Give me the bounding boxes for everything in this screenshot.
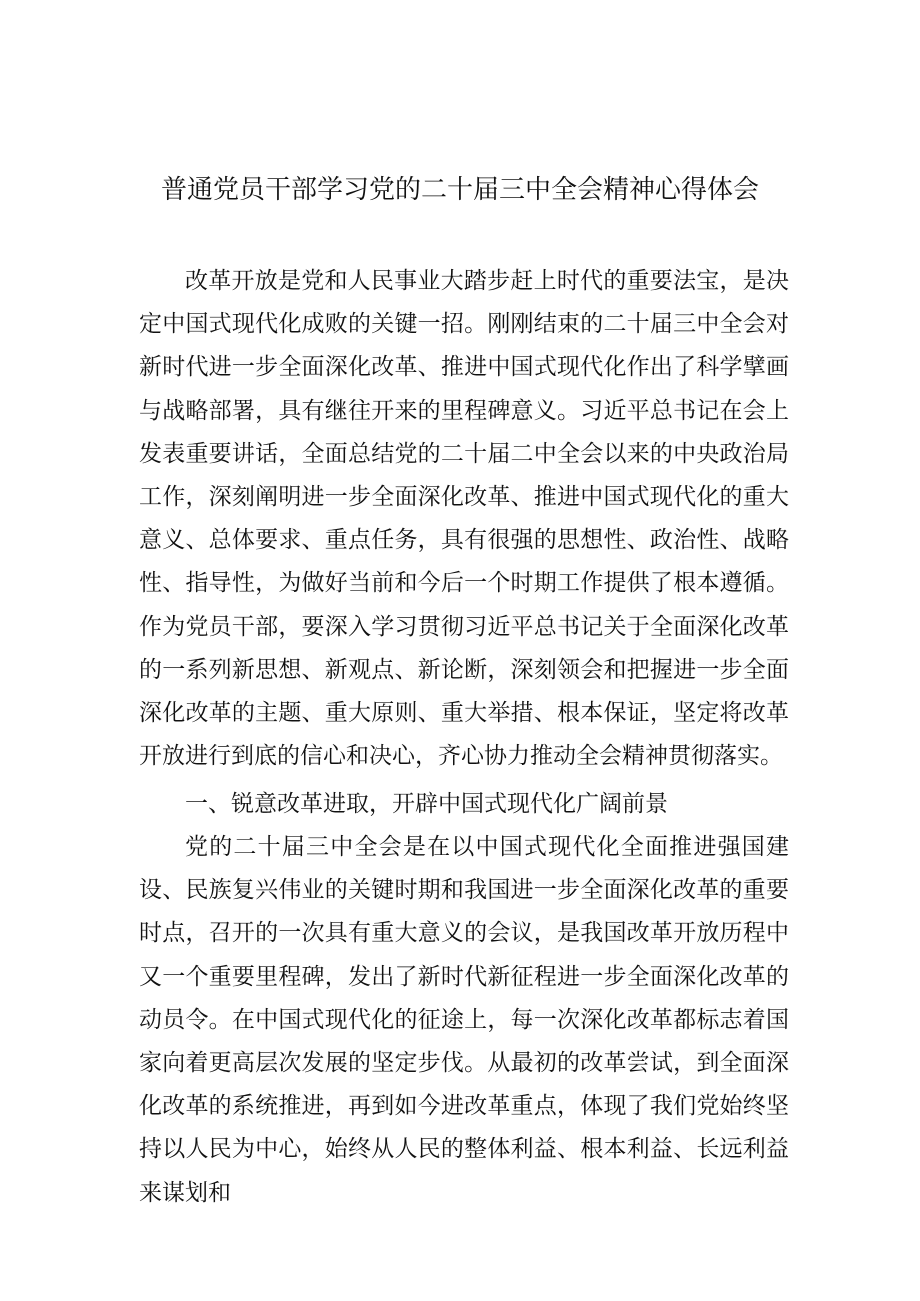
body-paragraph-intro: 改革开放是党和人民事业大踏步赶上时代的重要法宝，是决定中国式现代化成败的关键一招。刚刚结束的二十届三中全会对新时代进一步全面深化改革、推进中国式现代化作出了科学擘画与战略部署，具有继往开来的里程碑意义。习近平总书记在会上发表重要讲话，全面总结党的二十届二中全会以来的中央政治局工作，深刻阐明进一步全面深化改革、推进中国式现代化的重大意义、总体要求、重点任务，具有很强的思想性、政治性、战略性、指导性，为做好当前和今后一个时期工作提供了根本遵循。作为党员干部，要深入学习贯彻习近平总书记关于全面深化改革的一系列新思想、新观点、新论断，深刻领会和把握进一步全面深化改革的主题、重大原则、重大举措、根本保证，坚定将改革开放进行到底的信心和决心，齐心协力推动全会精神贯彻落实。 xyxy=(139,268,789,770)
document-title: 普通党员干部学习党的二十届三中全会精神心得体会 xyxy=(160,175,759,205)
body-paragraph-section-1: 党的二十届三中全会是在以中国式现代化全面推进强国建设、民族复兴伟业的关键时期和我国进一步全面深化改革的重要时点，召开的一次具有重大意义的会议，是我国改革开放历程中又一个重要里程碑，发出了新时代新征程进一步全面深化改革的动员令。在中国式现代化的征途上，每一次深化改革都标志着国家向着更高层次发展的坚定步伐。从最初的改革尝试，到全面深化改革的系统推进，再到如今进改革重点，体现了我们党始终坚持以人民为中心，始终从人民的整体利益、根本利益、长远利益来谋划和 xyxy=(139,834,789,1206)
section-heading-1: 一、锐意改革进取，开辟中国式现代化广阔前景 xyxy=(185,791,668,817)
